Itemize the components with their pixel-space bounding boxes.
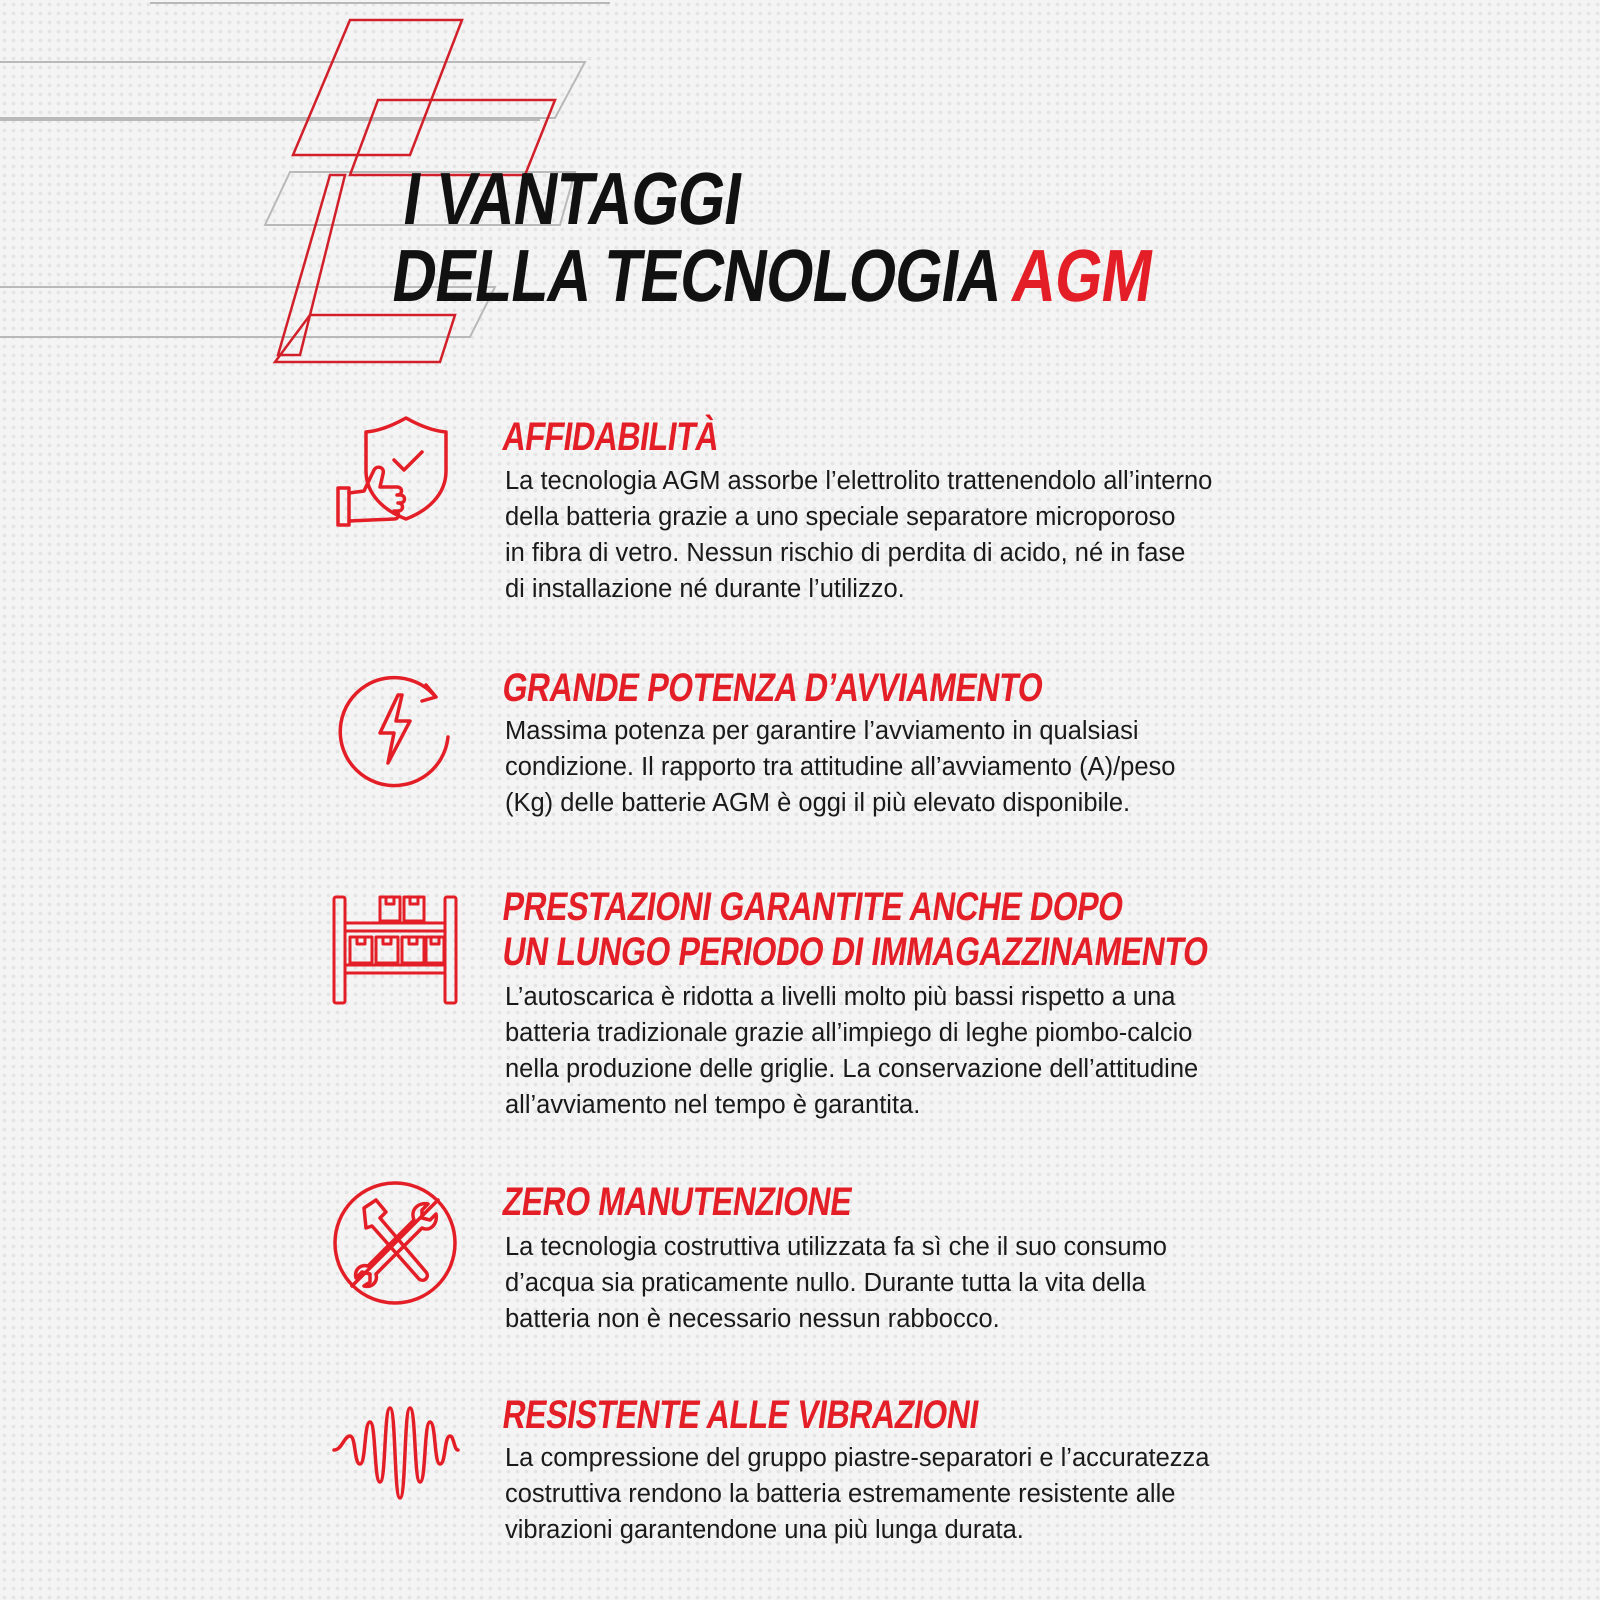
feature-title-line-2: UN LUNGO PERIODO DI IMMAGAZZINAMENTO bbox=[499, 930, 1211, 974]
lightning-cycle-icon bbox=[330, 663, 460, 793]
feature-title: AFFIDABILITÀ bbox=[499, 415, 722, 459]
feature-title-line-1: PRESTAZIONI GARANTITE ANCHE DOPO bbox=[499, 885, 1127, 929]
feature-title: GRANDE POTENZA D’AVVIAMENTO bbox=[499, 666, 1046, 710]
feature-description: Massima potenza per garantire l’avviamento in qualsiasi condizione. Il rapporto tra attitudine all’avviamento (A)/peso (Kg) delle batterie AGM è oggi il più elevato disponibile. bbox=[505, 717, 1176, 817]
title-line-1: I VANTAGGI bbox=[398, 157, 748, 240]
no-tools-icon bbox=[330, 1178, 460, 1308]
sound-wave-icon bbox=[330, 1390, 460, 1520]
shield-thumbs-up-icon bbox=[330, 413, 460, 543]
feature-description: La compressione del gruppo piastre-separatori e l’accuratezza costruttiva rendono la batteria estremamente resistente alle vibrazioni garantendone una più lunga durata. bbox=[505, 1444, 1210, 1544]
feature-title: RESISTENTE ALLE VIBRAZIONI bbox=[499, 1393, 982, 1437]
feature-description: L’autoscarica è ridotta a livelli molto più bassi rispetto a una batteria tradizionale grazie all’impiego di leghe piombo-calcio nella produzione delle griglie. La conservazione dell’attitudine all’avviamento nel tempo è garantita. bbox=[505, 983, 1199, 1119]
feature-title: ZERO MANUTENZIONE bbox=[499, 1180, 855, 1224]
feature-description: La tecnologia AGM assorbe l’elettrolito trattenendolo all’interno della batteria grazie a uno speciale separatore microporoso in fibra di vetro. Nessun rischio di perdita di acido, né in fase di installazione né durante l’utilizzo. bbox=[505, 467, 1213, 603]
title-line-2: DELLA TECNOLOGIA bbox=[387, 234, 1020, 317]
warehouse-shelf-icon bbox=[330, 883, 460, 1013]
page-title bbox=[387, 157, 1169, 317]
feature-description: La tecnologia costruttiva utilizzata fa sì che il suo consumo d’acqua sia praticamente nullo. Durante tutta la vita della batteria non è necessario nessun rabbocco. bbox=[505, 1233, 1167, 1333]
title-accent: AGM bbox=[1007, 234, 1159, 317]
